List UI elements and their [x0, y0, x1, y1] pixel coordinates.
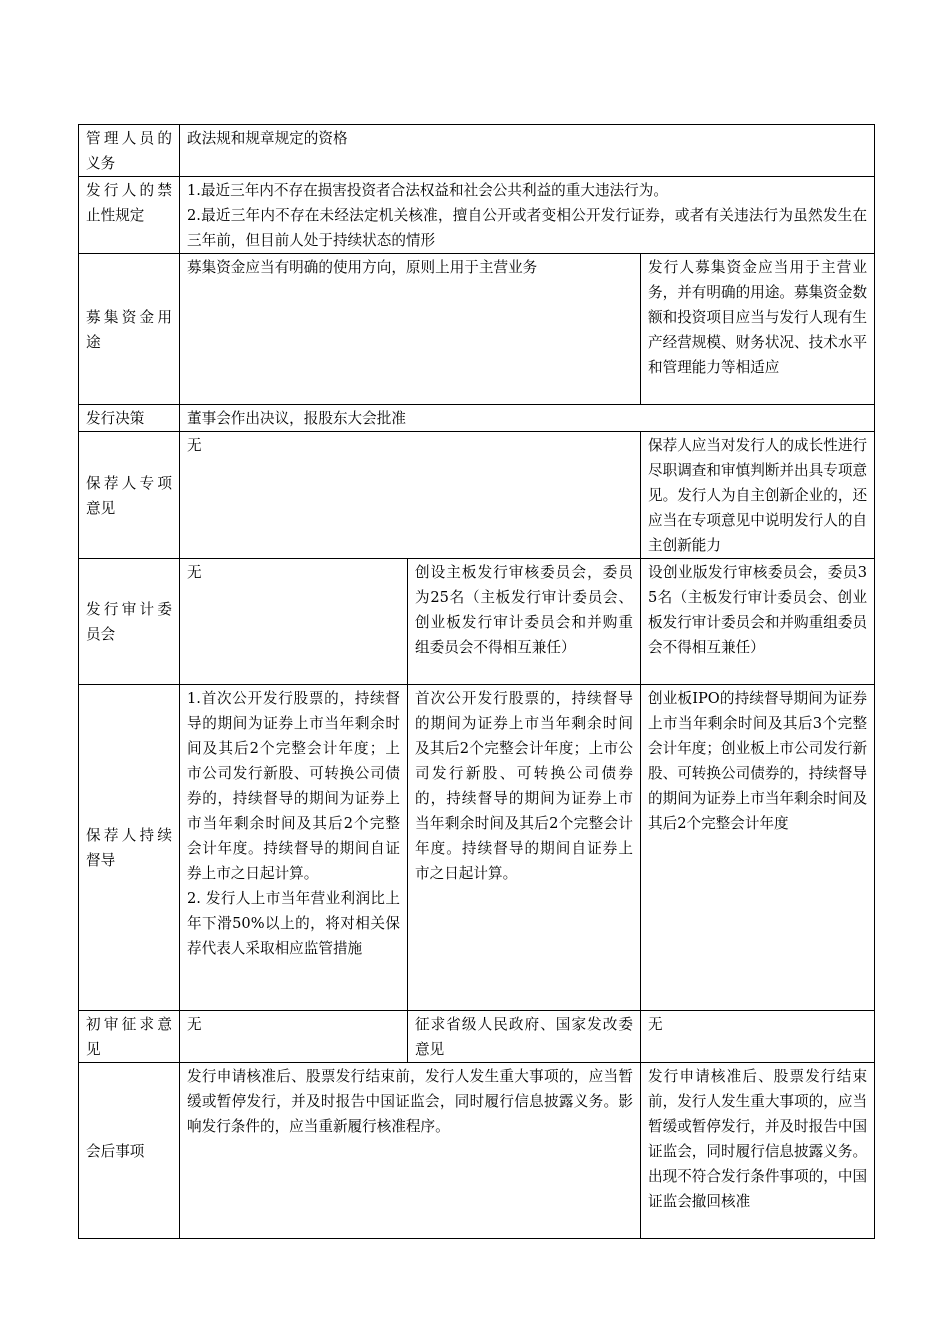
table-cell: 创业板IPO的持续督导期间为证券上市当年剩余时间及其后3个完整会计年度；创业板上市公司发行新股、可转换公司债券的，持续督导的期间为证券上市当年剩余时间及其后2个完整会计年度: [641, 685, 875, 1011]
table-row-fund-use: [79, 254, 875, 405]
paragraph: 1.最近三年内不存在损害投资者合法权益和社会公共利益的重大违法行为。: [187, 182, 668, 199]
table-cell: 董事会作出决议，报股东大会批准: [180, 405, 875, 432]
paragraph: 2.最近三年内不存在未经法定机关核准，擅自公开或者变相公开发行证券，或者有关违法行为虽然发生在三年前，但目前人处于持续状态的情形: [187, 207, 868, 249]
table-cell: 创设主板发行审核委员会，委员为25名（主板发行审计委员会、创业板发行审计委员会和并购重组委员会不得相互兼任）: [408, 559, 641, 685]
row-label: 发行决策: [79, 405, 180, 432]
table-row-mgmt-duty: [79, 125, 875, 177]
comparison-table: [78, 124, 875, 1239]
row-label: 发行审计委员会: [79, 559, 180, 685]
table-cell: 发行申请核准后、股票发行结束前，发行人发生重大事项的，应当暂缓或暂停发行，并及时报告中国证监会，同时履行信息披露义务。出现不符合发行条件事项的，中国证监会撤回核准: [641, 1063, 875, 1239]
table-cell: 设创业版发行审核委员会，委员35名（主板发行审计委员会、创业板发行审计委员会和并购重组委员会不得相互兼任）: [641, 559, 875, 685]
table-row-post-meeting: [79, 1063, 875, 1239]
row-label: 保荐人专项意见: [79, 432, 180, 559]
table-row-review-committee: [79, 559, 875, 685]
table-cell: 发行人募集资金应当用于主营业务，并有明确的用途。募集资金数额和投资项目应当与发行人现有生产经营规模、财务状况、技术水平和管理能力等相适应: [641, 254, 875, 405]
row-label: 保荐人持续督导: [79, 685, 180, 1011]
table-row-continuous-supervision: [79, 685, 875, 1011]
table-cell: 募集资金应当有明确的使用方向，原则上用于主营业务: [180, 254, 641, 405]
table-row-decision: [79, 405, 875, 432]
table-row-initial-review: [79, 1011, 875, 1063]
table-cell: 征求省级人民政府、国家发改委意见: [408, 1011, 641, 1063]
table-cell: 首次公开发行股票的，持续督导的期间为证券上市当年剩余时间及其后2个完整会计年度；上市公司发行新股、可转换公司债券的，持续督导的期间为证券上市当年剩余时间及其后2个完整会计年度。持续督导的期间自证券上市之日起计算。: [408, 685, 641, 1011]
table-cell: [180, 685, 408, 1011]
table-row-issuer-prohibition: [79, 177, 875, 254]
row-label: 会后事项: [79, 1063, 180, 1239]
table-cell: 无: [641, 1011, 875, 1063]
table-cell: 无: [180, 559, 408, 685]
paragraph: 1.首次公开发行股票的，持续督导的期间为证券上市当年剩余时间及其后2个完整会计年度；上市公司发行新股、可转换公司债券的，持续督导的期间为证券上市当年剩余时间及其后2个完整会计年度。持续督导的期间自证券上市之日起计算。: [187, 690, 400, 882]
row-label: 发行人的禁止性规定: [79, 177, 180, 254]
table-cell: 政法规和规章规定的资格: [180, 125, 875, 177]
table-cell: 无: [180, 1011, 408, 1063]
table-row-sponsor-opinion: [79, 432, 875, 559]
row-label: 管理人员的义务: [79, 125, 180, 177]
table-cell: [180, 177, 875, 254]
row-label: 募集资金用途: [79, 254, 180, 405]
paragraph: 2. 发行人上市当年营业利润比上年下滑50%以上的，将对相关保荐代表人采取相应监管措施: [187, 890, 400, 957]
row-label: 初审征求意见: [79, 1011, 180, 1063]
table-cell: 无: [180, 432, 641, 559]
table-cell: 保荐人应当对发行人的成长性进行尽职调查和审慎判断并出具专项意见。发行人为自主创新企业的，还应当在专项意见中说明发行人的自主创新能力: [641, 432, 875, 559]
table-cell: 发行申请核准后、股票发行结束前，发行人发生重大事项的，应当暂缓或暂停发行，并及时报告中国证监会，同时履行信息披露义务。影响发行条件的，应当重新履行核准程序。: [180, 1063, 641, 1239]
